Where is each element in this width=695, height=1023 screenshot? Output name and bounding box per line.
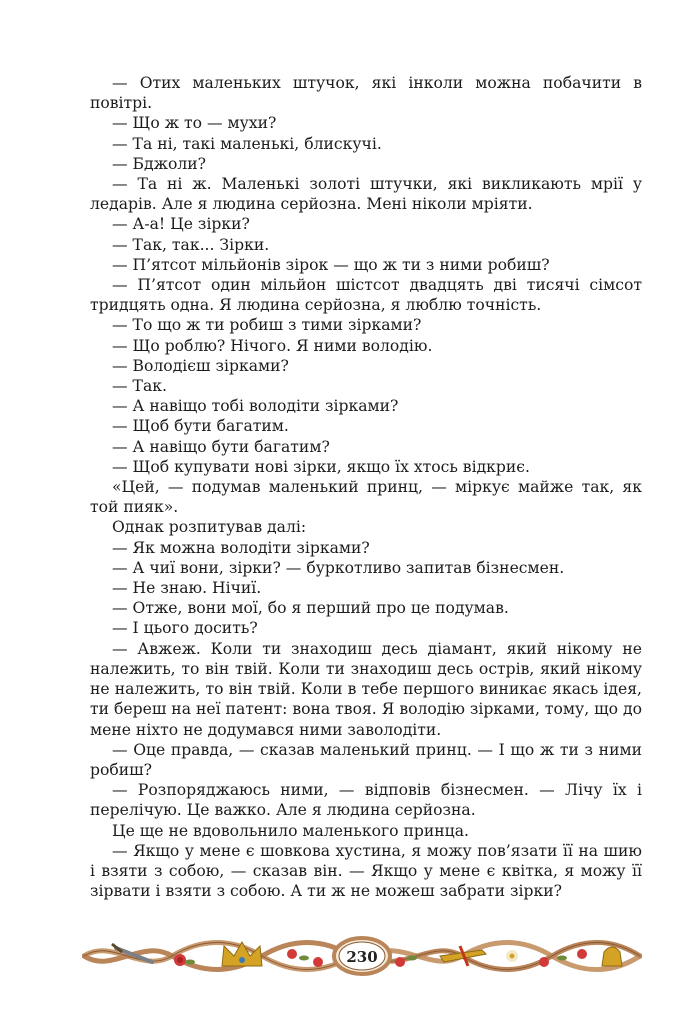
paragraph-20: — Як можна володіти зірками? (112, 538, 370, 557)
paragraph-14: — А навіщо тобі володіти зірками? (112, 397, 399, 416)
lamp-icon (602, 947, 622, 966)
paragraph-4: — Бджоли? (112, 154, 207, 173)
paragraph-13: — Так. (112, 377, 167, 396)
paragraph-3: — Та ні, такі маленькі, блискучі. (112, 134, 382, 153)
paragraph-7: — Так, так... Зірки. (112, 235, 270, 254)
paragraph-28: Це ще не вдовольнило маленького принца. (112, 821, 469, 840)
paragraph-9: — П’ятсот один мільйон шістсот двадцять дві тисячі сімсот тридцять одна. Я людина серйозна, я люблю точність. (90, 276, 642, 315)
paragraph-18: «Цей, — подумав маленький принц, — міркує майже так, як той пияк». (90, 478, 642, 517)
paragraph-5: — Та ні ж. Маленькі золоті штучки, які викликають мрії у ледарів. Але я людина серйозна. Мені ніколи мріяти. (90, 175, 642, 214)
paragraph-22: — Не знаю. Нічиї. (112, 579, 262, 598)
paragraph-27: — Розпоряджаюсь ними, — відповів бізнесмен. — Лічу їх і перелічую. Це важко. Але я людина серйозна. (90, 781, 642, 820)
paragraph-15: — Щоб бути багатим. (112, 417, 289, 436)
paragraph-29: — Якщо у мене є шовкова хустина, я можу пов’язати її на шию і взяти з собою, — сказав він. — Якщо у мене є квітка, я можу її зірвати і взяти з собою. А ти ж не можеш забрати зірки? (90, 841, 642, 901)
paragraph-21: — А чиї вони, зірки? — буркотливо запитав бізнесмен. (112, 558, 565, 577)
paragraph-11: — Що роблю? Нічого. Я ними володію. (112, 336, 433, 355)
paragraph-12: — Володієш зірками? (112, 356, 289, 375)
paragraph-25: — Авжеж. Коли ти знаходиш десь діамант, який нікому не належить, то він твій. Коли ти знаходиш десь острів, який нікому не належить, то він твій. Коли в тебе першого виникає якась ідея, ти береш на неї патент: вона твоя. Я володію зірками, тому, що до мене ніхто не додумався ними заволодіти. (90, 639, 642, 739)
page-text (90, 73, 642, 901)
paragraph-10: — То що ж ти робиш з тими зірками? (112, 316, 422, 335)
paragraph-2: — Що ж то — мухи? (112, 114, 277, 133)
rose-icon (287, 949, 323, 967)
paragraph-26: — Оце правда, — сказав маленький принц. — І що ж ти з ними робиш? (90, 740, 642, 779)
paragraph-23: — Отже, вони мої, бо я перший про це подумав. (112, 599, 509, 618)
page-number: 230 (346, 948, 378, 966)
paragraph-16: — А навіщо бути багатим? (112, 437, 330, 456)
flower-icon (506, 950, 518, 962)
paragraph-19: Однак розпитував далі: (112, 518, 307, 537)
paragraph-8: — П’ятсот мільйонів зірок — що ж ти з ними робиш? (112, 255, 550, 274)
paragraph-1: — Отих маленьких штучок, які інколи можна побачити в повітрі. (90, 74, 642, 113)
paragraph-17: — Щоб купувати нові зірки, якщо їх хтось відкриє. (112, 457, 530, 476)
paragraph-24: — І цього досить? (112, 619, 258, 638)
paragraph-6: — А-а! Це зірки? (112, 215, 250, 234)
